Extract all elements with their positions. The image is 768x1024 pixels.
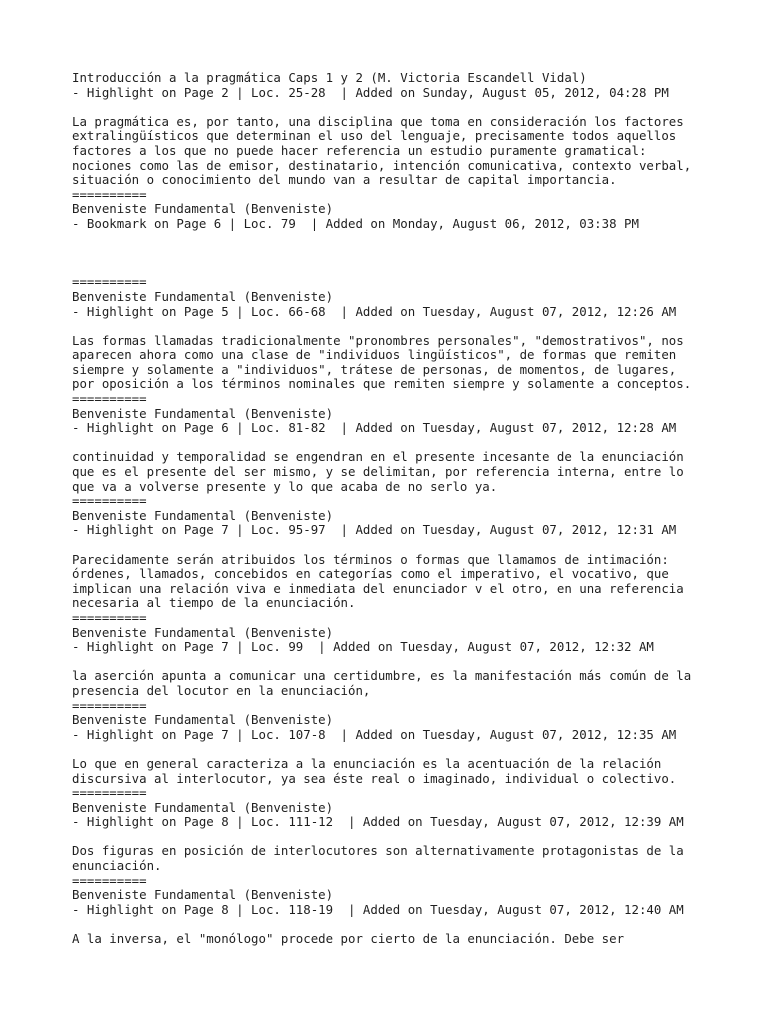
book-title: Benveniste Fundamental (Benveniste) [72,624,334,640]
book-title: Benveniste Fundamental (Benveniste) [72,507,334,523]
highlight-text-line: nociones como las de emisor, destinatario, intención comunicativa, contexto verbal, [72,157,692,173]
highlight-text-line: Parecidamente serán atribuidos los términos o formas que llamamos de intimación: [72,551,669,567]
blank-line [72,436,762,451]
book-title: Benveniste Fundamental (Benveniste) [72,201,334,217]
blank-line [72,655,762,670]
blank-line [72,232,762,247]
book-title: Benveniste Fundamental (Benveniste) [72,288,334,304]
blank-line [72,742,762,757]
entry-metadata: - Highlight on Page 5 | Loc. 66-68 | Added on Tuesday, August 07, 2012, 12:26 AM [72,303,677,319]
book-title: Benveniste Fundamental (Benveniste) [72,712,334,728]
entry-metadata: - Highlight on Page 7 | Loc. 99 | Added on Tuesday, August 07, 2012, 12:32 AM [72,639,654,655]
highlight-text-line: siempre y solamente a "individuos", trátese de personas, de momentos, de lugares, [72,361,677,377]
highlight-text-line: discursiva al interlocutor, ya sea éste real o imaginado, individual o colectivo. [72,770,677,786]
highlight-text-line: la aserción apunta a comunicar una certidumbre, es la manifestación más común de la [72,668,692,684]
blank-line [72,100,762,115]
blank-line [72,246,762,261]
highlight-text-line: implican una relación viva e inmediata del enunciador v el otro, en una referencia [72,580,684,596]
entry-metadata: - Bookmark on Page 6 | Loc. 79 | Added on Monday, August 06, 2012, 03:38 PM [72,215,639,231]
highlight-text-line: enunciación. [72,858,162,874]
entry-metadata: - Highlight on Page 7 | Loc. 107-8 | Added on Tuesday, August 07, 2012, 12:35 AM [72,726,677,742]
book-title: Benveniste Fundamental (Benveniste) [72,405,334,421]
blank-line [72,830,762,845]
entry-separator: ========== [72,391,147,407]
entry-separator: ========== [72,274,147,290]
highlight-text-line: presencia del locutor en la enunciación, [72,682,371,698]
entry-metadata: - Highlight on Page 2 | Loc. 25-28 | Added on Sunday, August 05, 2012, 04:28 PM [72,84,669,100]
blank-line [72,538,762,553]
highlight-text-line: Las formas llamadas tradicionalmente "pronombres personales", "demostrativos", nos [72,332,684,348]
highlight-text-line: órdenes, llamados, concebidos en categorías como el imperativo, el vocativo, que [72,566,669,582]
entry-metadata: - Highlight on Page 8 | Loc. 118-19 | Added on Tuesday, August 07, 2012, 12:40 AM [72,901,684,917]
highlight-text-line: factores a los que no puede hacer referencia un estudio puramente gramatical: [72,142,647,158]
entry-metadata: - Highlight on Page 8 | Loc. 111-12 | Added on Tuesday, August 07, 2012, 12:39 AM [72,814,684,830]
entry-separator: ========== [72,697,147,713]
highlight-text-line: necesaria al tiempo de la enunciación. [72,595,356,611]
blank-line [72,261,762,276]
book-title: Benveniste Fundamental (Benveniste) [72,887,334,903]
book-title: Benveniste Fundamental (Benveniste) [72,799,334,815]
highlight-text-line: que va a volverse presente y lo que acaba de no serlo ya. [72,478,498,494]
highlight-text-line: situación o conocimiento del mundo van a resultar de capital importancia. [72,172,617,188]
entry-metadata: - Highlight on Page 6 | Loc. 81-82 | Added on Tuesday, August 07, 2012, 12:28 AM [72,420,677,436]
entry-separator: ========== [72,872,147,888]
highlight-text-line: por oposición a los términos nominales que remiten siempre y solamente a conceptos. [72,376,692,392]
entry-separator: ========== [72,609,147,625]
entry-separator: ========== [72,493,147,509]
entry-separator: ========== [72,186,147,202]
highlight-text-line: continuidad y temporalidad se engendran en el presente incesante de la enunciación [72,449,684,465]
entry-metadata: - Highlight on Page 7 | Loc. 95-97 | Added on Tuesday, August 07, 2012, 12:31 AM [72,522,677,538]
entry-separator: ========== [72,785,147,801]
blank-line [72,319,762,334]
highlight-text-line: que es el presente del ser mismo, y se delimitan, por referencia interna, entre lo [72,464,684,480]
highlight-text-line: La pragmática es, por tanto, una disciplina que toma en consideración los factores [72,113,684,129]
blank-line [72,917,762,932]
book-title: Introducción a la pragmática Caps 1 y 2 (M. Victoria Escandell Vidal) [72,70,587,85]
highlight-text-line: aparecen ahora como una clase de "individuos lingüísticos", de formas que remiten [72,347,677,363]
highlight-text-line: Dos figuras en posición de interlocutores son alternativamente protagonistas de la [72,843,684,859]
highlight-text-line: Lo que en general caracteriza a la enunciación es la acentuación de la relación [72,755,662,771]
highlight-text-line: extralingüísticos que determinan el uso del lenguaje, precisamente todos aquellos [72,128,677,144]
highlight-text-line: A la inversa, el "monólogo" procede por cierto de la enunciación. Debe ser [72,931,625,947]
clippings-document [72,71,762,947]
